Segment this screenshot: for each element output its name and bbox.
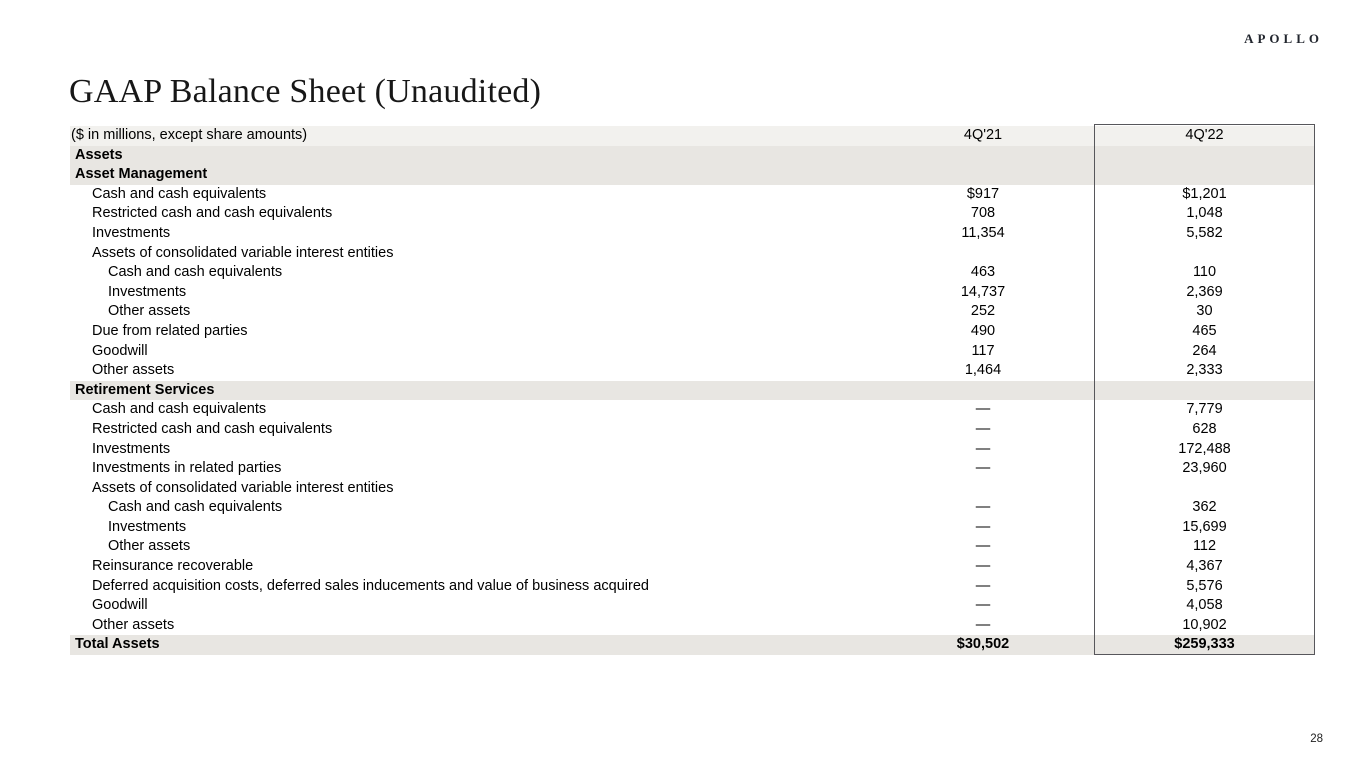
value-4q21: — <box>975 440 991 457</box>
table-row <box>70 420 1315 440</box>
table-row <box>70 283 1315 303</box>
value-4q21: 1,464 <box>964 362 1002 379</box>
table-row <box>70 342 1315 362</box>
table-row <box>70 537 1315 557</box>
apollo-logo: APOLLO <box>1244 31 1323 46</box>
row-label: Cash and cash equivalents <box>92 401 267 418</box>
table-row <box>70 596 1315 616</box>
row-label: Other assets <box>92 616 175 633</box>
table-row <box>70 302 1315 322</box>
value-4q22: 264 <box>1192 342 1217 359</box>
value-4q22: 112 <box>1192 538 1217 555</box>
row-label: Due from related parties <box>92 322 248 339</box>
value-4q21: — <box>975 420 991 437</box>
row-label: Restricted cash and cash equivalents <box>92 420 333 437</box>
table-row <box>70 400 1315 420</box>
row-label: Cash and cash equivalents <box>108 499 283 516</box>
row-label: Investments <box>92 440 171 457</box>
value-4q22: 23,960 <box>1182 460 1227 477</box>
row-label: Investments in related parties <box>92 460 282 477</box>
value-4q22: 628 <box>1192 420 1217 437</box>
total-row <box>70 635 1315 655</box>
row-label: Other assets <box>108 538 191 555</box>
value-4q21: 463 <box>970 264 996 281</box>
value-4q22: 362 <box>1192 499 1217 516</box>
row-label: Retirement Services <box>75 381 215 398</box>
section-header-row <box>70 165 1315 185</box>
value-4q22: 5,582 <box>1186 224 1223 241</box>
value-4q21: — <box>975 558 991 575</box>
value-4q22: 15,699 <box>1182 518 1227 535</box>
value-4q22: 10,902 <box>1182 616 1227 633</box>
value-4q21: — <box>975 597 991 614</box>
value-4q21: 252 <box>970 303 996 320</box>
value-4q22: 4,058 <box>1186 597 1223 614</box>
row-label: Investments <box>108 518 187 535</box>
table-row <box>70 577 1315 597</box>
row-label: Deferred acquisition costs, deferred sales inducements and value of business acquired <box>92 577 649 594</box>
value-4q22: 2,369 <box>1186 283 1223 300</box>
table-row <box>70 498 1315 518</box>
value-4q22: 4,367 <box>1186 558 1223 575</box>
row-label: Goodwill <box>92 597 148 614</box>
row-label: Reinsurance recoverable <box>92 558 254 575</box>
row-label: Investments <box>108 283 187 300</box>
row-label: Cash and cash equivalents <box>108 264 283 281</box>
value-4q22: 1,048 <box>1186 205 1223 222</box>
table-row <box>70 361 1315 381</box>
row-label: Goodwill <box>92 342 148 359</box>
page-number: 28 <box>1310 733 1323 745</box>
value-4q21: — <box>975 401 991 418</box>
row-label: Total Assets <box>75 636 160 653</box>
table-row <box>70 185 1315 205</box>
value-4q22: 172,488 <box>1178 440 1231 457</box>
value-4q22: 110 <box>1192 264 1217 281</box>
table-header-row <box>70 126 1315 146</box>
table-row <box>70 518 1315 538</box>
row-label: ($ in millions, except share amounts) <box>71 127 308 143</box>
value-4q22: 5,576 <box>1186 577 1223 594</box>
value-4q21: — <box>975 577 991 594</box>
page-title: GAAP Balance Sheet (Unaudited) <box>69 72 542 110</box>
row-label: Other assets <box>92 362 175 379</box>
section-header-row <box>70 146 1315 166</box>
row-label: Assets of consolidated variable interest entities <box>92 244 394 261</box>
value-4q22: $259,333 <box>1174 636 1235 653</box>
value-4q22: 465 <box>1192 322 1217 339</box>
section-header-row <box>70 381 1315 401</box>
table-row <box>70 479 1315 499</box>
table-row <box>70 440 1315 460</box>
value-4q21: $917 <box>966 185 1000 202</box>
value-4q21: — <box>975 538 991 555</box>
row-label: Cash and cash equivalents <box>92 185 267 202</box>
value-4q22: $1,201 <box>1182 185 1227 202</box>
value-4q21: 117 <box>971 342 995 359</box>
value-4q21: $30,502 <box>956 636 1010 653</box>
balance-sheet-table <box>70 126 1315 655</box>
table-row <box>70 459 1315 479</box>
row-label: Investments <box>92 224 171 241</box>
table-row <box>70 244 1315 264</box>
row-label: Assets of consolidated variable interest entities <box>92 479 394 496</box>
value-4q21: — <box>975 460 991 477</box>
row-label: Other assets <box>108 303 191 320</box>
value-4q22: 7,779 <box>1186 401 1223 418</box>
value-4q21: 490 <box>970 322 996 339</box>
table-row <box>70 263 1315 283</box>
value-4q21: 11,354 <box>961 224 1005 241</box>
value-4q21: — <box>975 616 991 633</box>
table-row <box>70 322 1315 342</box>
table-row <box>70 204 1315 224</box>
value-4q22: 2,333 <box>1186 362 1223 379</box>
row-label: Restricted cash and cash equivalents <box>92 205 333 222</box>
value-4q21: — <box>975 499 991 516</box>
value-4q21: 14,737 <box>960 283 1006 300</box>
value-4q22: 30 <box>1196 303 1213 320</box>
table-row <box>70 224 1315 244</box>
row-label: Assets <box>75 146 123 163</box>
value-4q21: — <box>975 518 991 535</box>
table-row <box>70 616 1315 636</box>
value-4q21: 708 <box>970 205 996 222</box>
value-4q22: 4Q'22 <box>1185 127 1224 143</box>
table-row <box>70 557 1315 577</box>
value-4q21: 4Q'21 <box>963 127 1003 143</box>
row-label: Asset Management <box>75 166 208 183</box>
